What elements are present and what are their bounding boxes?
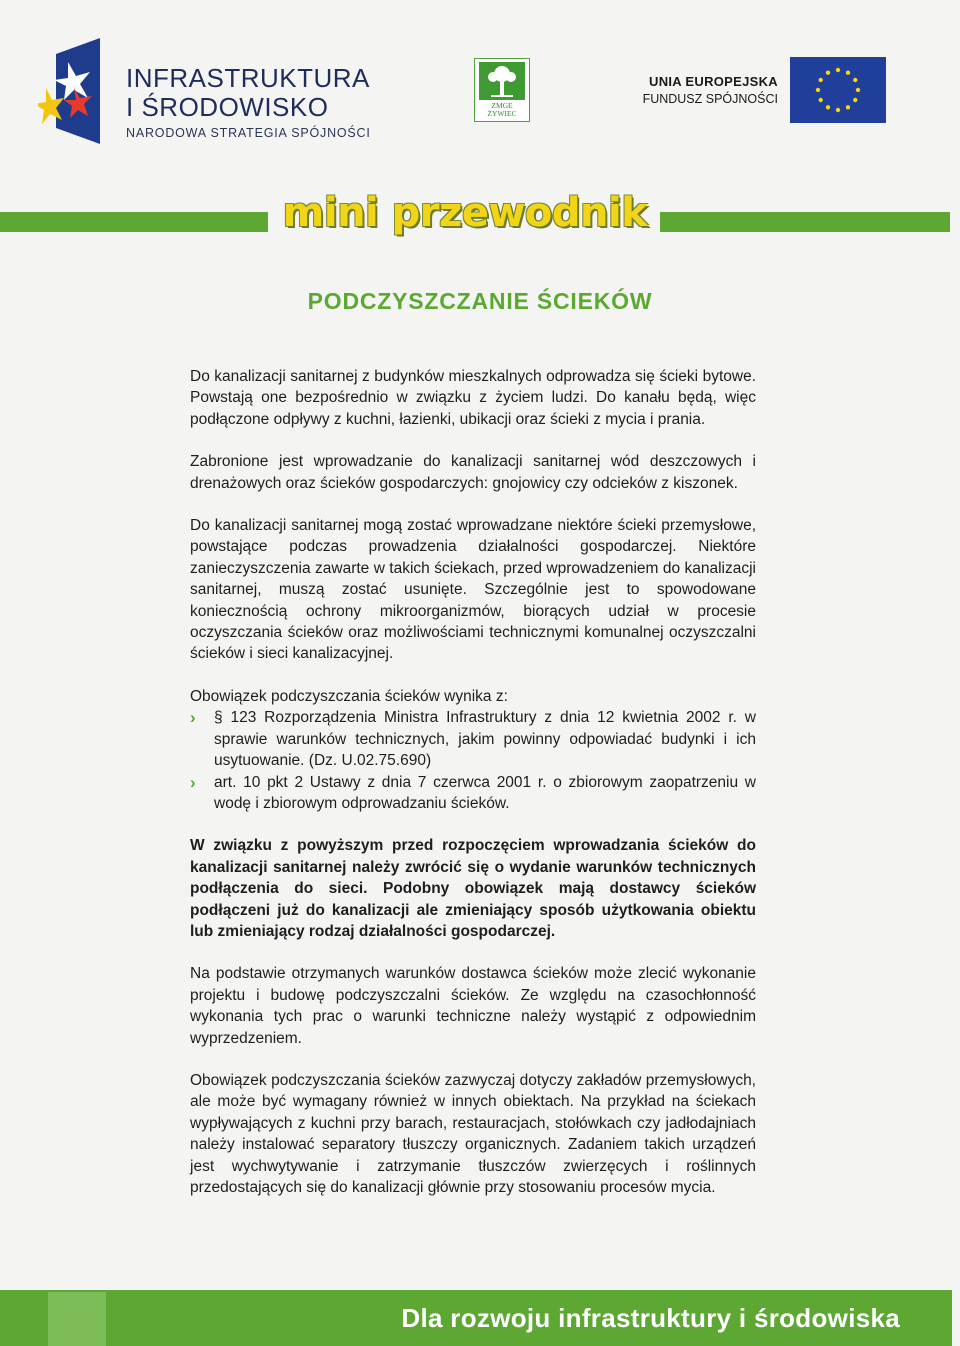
footer-slogan: Dla rozwoju infrastruktury i środowiska: [401, 1303, 900, 1333]
list-item-text: art. 10 pkt 2 Ustawy z dnia 7 czerwca 2001 r. o zbiorowym zaopatrzeniu w wodę i zbiorowym odprowadzaniu ścieków.: [214, 773, 756, 812]
paragraph-3: Do kanalizacji sanitarnej mogą zostać wprowadzane niektóre ścieki przemysłowe, powstające podczas prowadzenia działalności gospodarczej. Niektóre zanieczyszczenia zawarte w takich ściekach, przed wprowadzeniem do kanalizacji sanitarnej, muszą zostać usunięte. Szczególnie jest to spowodowane koniecznością ochrony mikroorganizmów, biorących udział w procesie oczyszczania ścieków oraz możliwościami technicznymi komunalnej oczyszczalni ścieków i sieci kanalizacyjnej.: [190, 517, 756, 663]
zmge-line2: ŻYWIEC: [487, 109, 517, 118]
body-content: [190, 366, 756, 1219]
paragraph-bold: W związku z powyższym przed rozpoczęciem wprowadzania ścieków do kanalizacji sanitarnej należy zwrócić się o wydanie warunków technicznych podłączenia do sieci. Podobny obowiązek mają dostawcy ścieków podłączeni już do kanalizacji ale zmieniający sposób użytkowania obiektu lub zmieniający rodzaj działalności gospodarczej.: [190, 837, 756, 940]
section-heading: PODCZYSZCZANIE ŚCIEKÓW: [307, 288, 653, 314]
brand-subtitle: NARODOWA STRATEGIA SPÓJNOŚCI: [126, 126, 371, 140]
legal-basis-list: [190, 707, 756, 814]
brand-line2: I ŚRODOWISKO: [126, 92, 329, 122]
brand-line1: INFRASTRUKTURA: [126, 63, 370, 93]
paragraph-2: Zabronione jest wprowadzanie do kanalizacji sanitarnej wód deszczowych i drenażowych oraz ścieków gospodarczych: gnojowicy czy odcieków z kiszonek.: [190, 453, 756, 492]
eu-flag-icon: [790, 57, 886, 123]
zmge-line1: ZMGE: [491, 101, 513, 110]
title-bar-left: [0, 212, 268, 232]
zmge-label: [475, 102, 529, 118]
brand-block: [126, 64, 371, 140]
eu-title: UNIA EUROPEJSKA: [649, 74, 778, 89]
chevron-right-icon: ›: [190, 708, 196, 728]
main-title: mini przewodnik: [282, 190, 648, 236]
chevron-right-icon: ›: [190, 772, 196, 792]
infrastruktura-logo-icon: [38, 38, 102, 144]
tree-icon: [479, 62, 525, 100]
eu-text-block: [600, 74, 778, 106]
eu-subtitle: FUNDUSZ SPÓJNOŚCI: [642, 92, 778, 106]
list-item-text: § 123 Rozporządzenia Ministra Infrastruktury z dnia 12 kwietnia 2002 r. w sprawie warunków technicznych, jakim powinny odpowiadać budynki i ich usytuowanie. (Dz. U.02.75.690): [214, 709, 756, 770]
title-bar-right: [660, 212, 950, 232]
list-item: [190, 772, 756, 815]
list-item: [190, 707, 756, 771]
list-intro: Obowiązek podczyszczania ścieków wynika z:: [190, 687, 508, 705]
paragraph-7: Obowiązek podczyszczania ścieków zazwyczaj dotyczy zakładów przemysłowych, ale może być wymagany również w innych obiektach. Na przykład na ściekach wypływających z kuchni przy barach, restauracjach, stołówkach czy jadłodajniach należy instalować separatory tłuszczy organicznych. Zadaniem takich urządzeń jest wychwytywanie i zatrzymanie tłuszczów zwierzęcych i roślinnych przedostających się do kanalizacji głównie przy stosowaniu procesów mycia.: [190, 1071, 756, 1196]
paragraph-6: Na podstawie otrzymanych warunków dostawca ścieków może zlecić wykonanie projektu i budowę podczyszczalni ścieków. Ze względu na czasochłonność wykonania tych prac o warunki techniczne należy wystąpić z odpowiednim wyprzedzeniem.: [190, 965, 756, 1047]
footer-accent: [48, 1292, 106, 1346]
zmge-logo: [474, 58, 530, 122]
paragraph-1: Do kanalizacji sanitarnej z budynków mieszkalnych odprowadza się ścieki bytowe. Powstają one bezpośrednio w związku z życiem ludzi. Do kanału będą, więc podłączone odpływy z kuchni, łazienki, ubikacji oraz ścieki z mycia i prania.: [190, 368, 756, 428]
